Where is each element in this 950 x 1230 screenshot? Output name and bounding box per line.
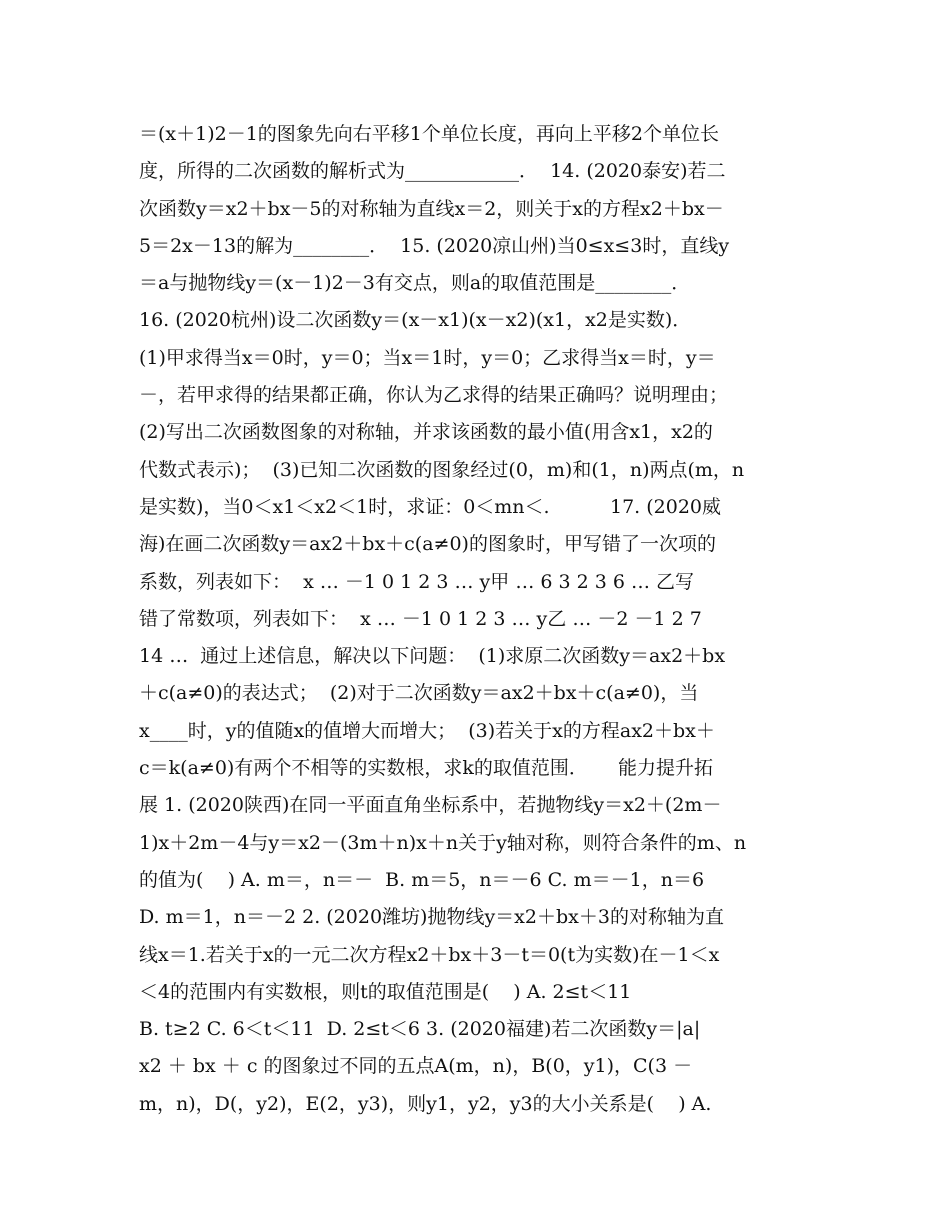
text-line-13: 系数，列表如下： x … －1 0 1 2 3 … y甲 … 6 3 2 3 6 … 乙写 bbox=[139, 570, 695, 593]
text-line-5: ＝a与抛物线y＝(x－1)2－3有交点，则a的取值范围是________． bbox=[139, 272, 691, 295]
text-line-27: m，n)，D(，y2)，E(2，y3)，则y1，y2，y3的大小关系是( ) A. bbox=[139, 1092, 712, 1115]
text-line-24: ＜4的范围内有实数根，则t的取值范围是( ) A. 2≤t＜11 bbox=[139, 980, 632, 1003]
text-line-21: 的值为( ) A. m＝，n＝－ B. m＝5，n＝－6 C. m＝－1，n＝6 bbox=[139, 868, 705, 891]
document-body bbox=[139, 116, 819, 1123]
text-line-9: (2)写出二次函数图象的对称轴，并求该函数的最小值(用含x1，x2的 bbox=[139, 421, 713, 444]
text-line-18: c＝k(a≠0)有两个不相等的实数根，求k的取值范围． 能力提升拓 bbox=[139, 757, 714, 780]
text-line-23: 线x＝1.若关于x的一元二次方程x2＋bx＋3－t＝0(t为实数)在－1＜x bbox=[139, 943, 720, 966]
text-line-20: 1)x＋2m－4与y＝x2－(3m＋n)x＋n关于y轴对称，则符合条件的m、n bbox=[139, 831, 747, 854]
text-line-14: 错了常数项，列表如下： x … －1 0 1 2 3 … y乙 … －2 －1 2 7 bbox=[139, 607, 702, 630]
text-line-26: x2 ＋ bx ＋ c 的图象过不同的五点A(m，n)，B(0，y1)，C(3 － bbox=[139, 1055, 693, 1078]
text-line-12: 海)在画二次函数y＝ax2＋bx＋c(a≠0)的图象时，甲写错了一次项的 bbox=[139, 533, 716, 556]
text-line-2: 度，所得的二次函数的解析式为____________． 14. (2020泰安)若二 bbox=[139, 160, 726, 183]
text-line-15: 14 … 通过上述信息，解决以下问题： (1)求原二次函数y＝ax2＋bx bbox=[139, 645, 726, 668]
text-line-1: ＝(x＋1)2－1的图象先向右平移1个单位长度，再向上平移2个单位长 bbox=[139, 123, 719, 145]
text-line-25: B. t≥2 C. 6＜t＜11 D. 2≤t＜6 3. (2020福建)若二次函数y＝|a| bbox=[139, 1018, 701, 1041]
text-line-22: D. m＝1，n＝－2 2. (2020潍坊)抛物线y＝x2＋bx＋3的对称轴为直 bbox=[139, 906, 724, 929]
text-line-4: 5＝2x－13的解为________． 15. (2020凉山州)当0≤x≤3时，直线y bbox=[139, 234, 730, 257]
text-line-7: (1)甲求得当x＝0时，y＝0；当x＝1时，y＝0；乙求得当x＝时，y＝ bbox=[139, 346, 716, 369]
text-line-16: ＋c(a≠0)的表达式； (2)对于二次函数y＝ax2＋bx＋c(a≠0)，当 bbox=[139, 682, 699, 705]
text-line-3: 次函数y＝x2＋bx－5的对称轴为直线x＝2，则关于x的方程x2＋bx－ bbox=[139, 197, 724, 220]
text-line-8: －，若甲求得的结果都正确，你认为乙求得的结果正确吗？说明理由； bbox=[139, 384, 729, 407]
text-line-11: 是实数)，当0＜x1＜x2＜1时，求证：0＜mn＜. 17. (2020威 bbox=[139, 495, 721, 518]
text-line-10: 代数式表示)； (3)已知二次函数的图象经过(0，m)和(1，n)两点(m，n bbox=[139, 458, 745, 481]
text-line-19: 展 1. (2020陕西)在同一平面直角坐标系中，若抛物线y＝x2＋(2m－ bbox=[139, 794, 722, 817]
text-line-6: 16. (2020杭州)设二次函数y＝(x－x1)(x－x2)(x1，x2是实数)． bbox=[139, 309, 692, 332]
text-line-17: x____时，y的值随x的值增大而增大； (3)若关于x的方程ax2＋bx＋ bbox=[139, 719, 715, 742]
